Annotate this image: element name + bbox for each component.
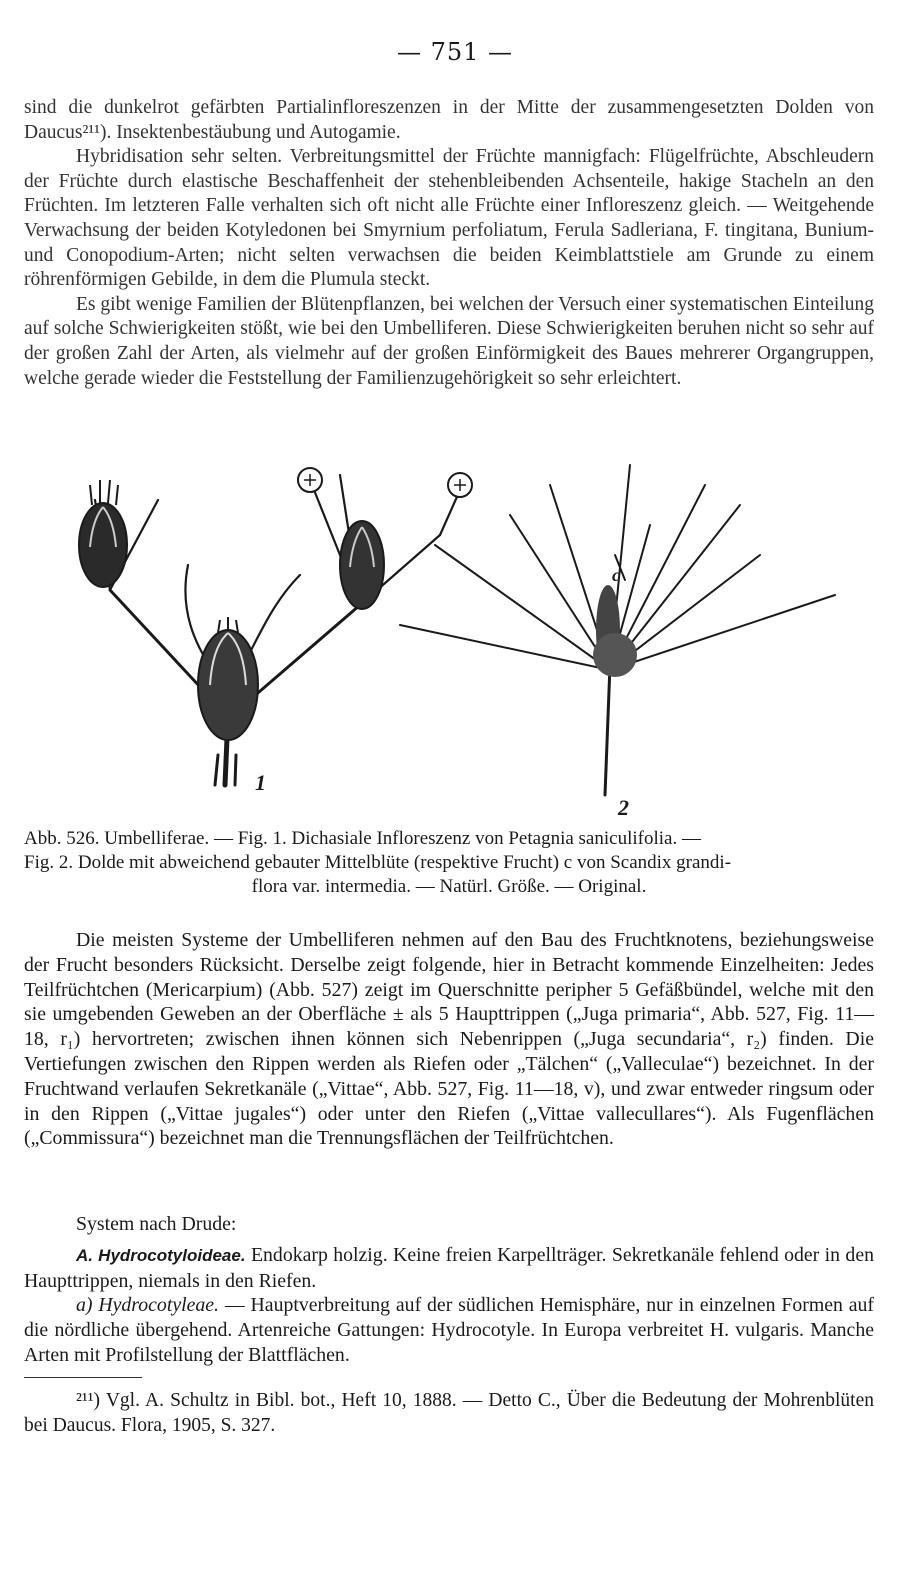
system-heading: System nach Drude: <box>76 1213 237 1235</box>
subfamily-a <box>24 1243 874 1294</box>
figure-label-c: c <box>612 565 620 585</box>
subfamily-a-label: A. Hydrocotyloideae. <box>76 1245 246 1265</box>
caption-line-3: flora var. intermedia. — Natürl. Größe. — Original. <box>251 876 647 897</box>
paragraph-hybridisation: Hybridisation sehr selten. Verbreitungsmittel der Früchte mannigfach: Flügelfrüchte, Abschleudern der Früchte durch elastische Beschaffenheit der stehenbleibenden Achsenteile, hakige Stacheln an den Früchten. Im letzteren Falle verhalten sich oft nicht alle Früchte einer Infloreszenz gleich. — Weitgehende Verwachsung der beiden Kotyledonen bei Smyrnium perfoliatum, Ferula Sadleriana, F. tingitana, Bunium- und Conopodium-Arten; nicht selten verwachsen die beiden Keimblattstiele am Grunde zu einem röhrenförmigen Gebilde, in dem die Plumula steckt. <box>24 146 874 291</box>
figure-526 <box>40 455 870 825</box>
footnote-211: ²¹¹) Vgl. A. Schultz in Bibl. bot., Heft 10, 1888. — Detto C., Über die Bedeutung der Mohrenblüten bei Daucus. Flora, 1905, S. 327. <box>24 1390 874 1436</box>
main-text-block <box>24 928 874 1151</box>
tribe-a1-text: — Hauptverbreitung auf der südlichen Hemisphäre, nur in einzelnen Formen auf die nördliche übergehend. Artenreiche Gattungen: Hydrocotyle. In Europa verbreitet H. vulgaris. Manche Arten mit Profilstellung der Blattflächen. <box>24 1294 875 1366</box>
botanical-illustration <box>40 455 870 825</box>
paragraph-continued: sind die dunkelrot gefärbten Partialinfloreszenzen in der Mitte der zusammengesetzten Dolden von Daucus²¹¹). Insektenbestäubung und Autogamie. <box>24 97 874 143</box>
caption-line-2: Fig. 2. Dolde mit abweichend gebauter Mittelblüte (respektive Frucht) c von Scandix grandi- <box>24 852 732 873</box>
top-text-block <box>24 96 874 391</box>
central-fruit <box>198 617 258 740</box>
page-number: — 751 — <box>396 38 514 66</box>
figure-label-2: 2 <box>618 795 629 820</box>
paragraph-fruit-structure: Die meisten Systeme der Umbelliferen nehmen auf den Bau des Fruchtknotens, beziehungsweise der Frucht besonders Rücksicht. Derselbe zeigt folgende, hier in Betracht kommende Einzelheiten: Jedes Teilfrüchtchen (Mericarpium) (Abb. 527) zeigt im Querschnitte peripher 5 Gefäßbündel, welche mit den sie umgebenden Geweben an der Oberfläche ± als 5 Haupttrippen („Juga primaria“, Abb. 527, Fig. 11—18, r₁) hervortreten; zwischen ihnen können sich Nebenrippen („Juga secundaria“, r₂) finden. Die Vertiefungen zwischen den Rippen werden als Riefen oder „Tälchen“ („Valleculae“) bezeichnet. In der Fruchtwand verlaufen Sekretkanäle („Vittae“, Abb. 527, Fig. 11—18, v), und zwar entweder ringsum oder in den Rippen („Vittae jugales“) oder unter den Riefen („Vittae vallecullares“). Als Fugenflächen („Commissura“) bezeichnet man die Trennungsflächen der Teilfrüchtchen. <box>24 929 874 1150</box>
footnote-rule <box>24 1377 142 1378</box>
system-section <box>24 1212 874 1368</box>
figure-caption <box>24 827 874 899</box>
subfamily-a-text: Endokarp holzig. Keine freien Karpellträger. Sekretkanäle fehlend oder in den Haupttrippen, niemals in den Riefen. <box>24 1243 874 1292</box>
footnote <box>24 1388 874 1438</box>
left-fruit <box>79 480 127 587</box>
figure-label-1: 1 <box>255 770 266 795</box>
tribe-a1-label: a) Hydrocotyleae. <box>76 1294 219 1317</box>
caption-line-1: Abb. 526. Umbelliferae. — Fig. 1. Dichasiale Infloreszenz von Petagnia saniculifolia. — <box>24 828 701 849</box>
right-fruit <box>298 468 472 609</box>
tribe-a1 <box>24 1293 874 1367</box>
paragraph-systematics: Es gibt wenige Familien der Blütenpflanzen, bei welchen der Versuch einer systematischen Einteilung auf solche Schwierigkeiten stößt, wie bei den Umbelliferen. Diese Schwierigkeiten beruhen nicht so sehr auf der großen Zahl der Arten, als vielmehr auf der großen Einförmigkeit des Baues mehrerer Organgruppen, welche gerade wieder die Feststellung der Familienzugehörigkeit so sehr erleichtert. <box>24 293 874 389</box>
